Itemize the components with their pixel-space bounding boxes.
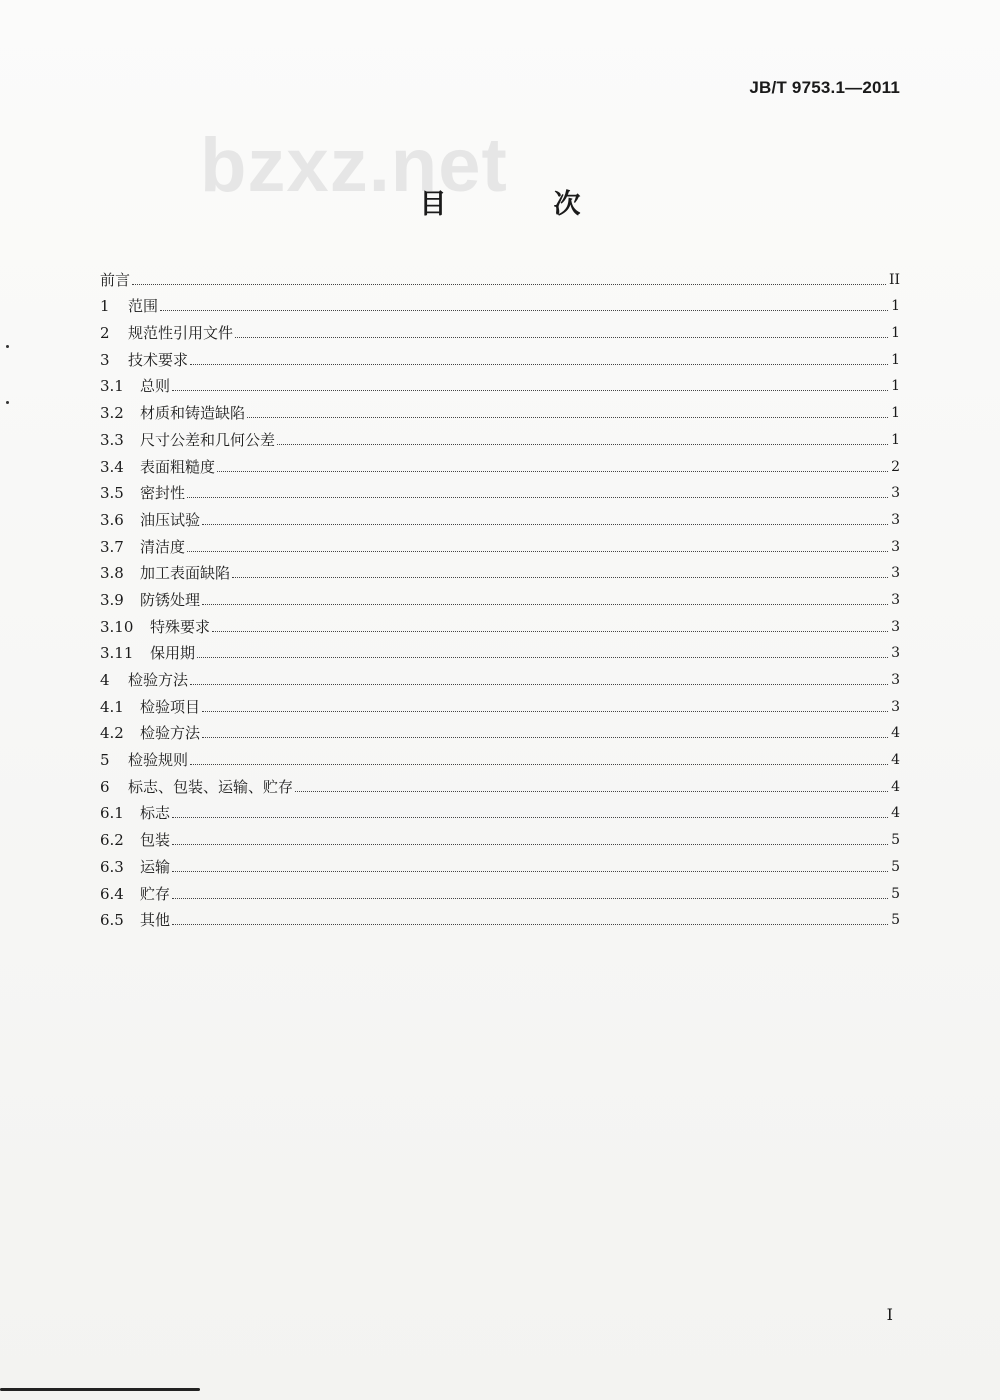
toc-dot-leader xyxy=(132,283,886,285)
toc-dot-leader xyxy=(172,816,888,818)
toc-entry-number: 6.4 xyxy=(100,884,124,903)
toc-entry-number: 3.9 xyxy=(100,590,124,609)
toc-dot-leader xyxy=(202,603,888,605)
toc-dot-leader xyxy=(202,523,888,525)
scan-edge-line xyxy=(0,1388,200,1391)
toc-entry-number: 2 xyxy=(100,324,110,343)
toc-entry-number: 3.1 xyxy=(100,377,124,396)
toc-entry[interactable] xyxy=(100,797,900,824)
toc-entry-number: 6 xyxy=(100,777,110,796)
toc-entry-title: 防锈处理 xyxy=(140,590,201,609)
toc-entry-page: 5 xyxy=(891,885,900,902)
toc-dot-leader xyxy=(172,897,888,899)
toc-entry[interactable] xyxy=(100,316,900,343)
toc-entry[interactable] xyxy=(100,370,900,397)
toc-entry-number: 4.1 xyxy=(100,697,124,716)
toc-entry-title: 特殊要求 xyxy=(150,617,211,636)
toc-dot-leader xyxy=(202,736,888,738)
toc-entry-page: 4 xyxy=(891,778,900,795)
toc-dot-leader xyxy=(172,923,888,925)
toc-dot-leader xyxy=(202,710,888,712)
toc-entry-page: II xyxy=(888,271,900,288)
toc-entry-title: 范围 xyxy=(128,297,159,316)
watermark: bzxz.net xyxy=(200,123,508,208)
toc-entry-number: 3.4 xyxy=(100,457,124,476)
toc-entry-number: 3.2 xyxy=(100,404,124,423)
toc-entry[interactable] xyxy=(100,610,900,637)
toc-entry-page: 5 xyxy=(891,858,900,875)
toc-dot-leader xyxy=(160,309,888,311)
toc-entry-number: 4.2 xyxy=(100,724,124,743)
toc-entry-title: 标志、包装、运输、贮存 xyxy=(128,777,294,796)
toc-entry[interactable] xyxy=(100,557,900,584)
toc-dot-leader xyxy=(190,363,888,365)
toc-entry[interactable] xyxy=(100,583,900,610)
toc-dot-leader xyxy=(212,630,888,632)
toc-entry-title: 表面粗糙度 xyxy=(140,457,216,476)
toc-entry-title: 尺寸公差和几何公差 xyxy=(140,430,276,449)
toc-entry-number: 3.11 xyxy=(100,644,134,663)
toc-entry-page: 5 xyxy=(891,912,900,929)
toc-entry-title: 加工表面缺陷 xyxy=(140,564,231,583)
toc-dot-leader xyxy=(187,496,888,498)
table-of-contents xyxy=(100,263,900,930)
toc-dot-leader xyxy=(235,336,888,338)
scan-speck xyxy=(6,345,9,348)
toc-entry[interactable] xyxy=(100,663,900,690)
toc-entry[interactable] xyxy=(100,717,900,744)
toc-entry-number: 6.3 xyxy=(100,857,124,876)
page-number: I xyxy=(886,1305,893,1324)
toc-entry-title: 标志 xyxy=(140,804,171,823)
toc-entry-title: 运输 xyxy=(140,857,171,876)
toc-entry-number: 3.6 xyxy=(100,510,124,529)
toc-entry-number: 1 xyxy=(100,297,110,316)
toc-entry[interactable] xyxy=(100,423,900,450)
toc-entry-title: 油压试验 xyxy=(140,510,201,529)
toc-entry-number: 6.2 xyxy=(100,831,124,850)
toc-dot-leader xyxy=(172,870,888,872)
toc-entry-page: 3 xyxy=(891,485,900,502)
toc-entry[interactable] xyxy=(100,743,900,770)
toc-entry[interactable] xyxy=(100,290,900,317)
toc-entry-title: 清洁度 xyxy=(140,537,186,556)
toc-entry[interactable] xyxy=(100,343,900,370)
toc-entry-page: 1 xyxy=(891,298,900,315)
toc-entry-title: 保用期 xyxy=(150,644,196,663)
toc-entry-title: 材质和铸造缺陷 xyxy=(140,404,246,423)
toc-entry-page: 5 xyxy=(891,832,900,849)
toc-entry[interactable] xyxy=(100,770,900,797)
toc-dot-leader xyxy=(277,443,888,445)
toc-entry[interactable] xyxy=(100,637,900,664)
toc-dot-leader xyxy=(187,550,888,552)
toc-entry[interactable] xyxy=(100,850,900,877)
toc-entry-number: 4 xyxy=(100,671,110,689)
toc-entry-number: 3.5 xyxy=(100,484,124,503)
toc-entry-title: 检验项目 xyxy=(140,697,201,716)
toc-entry-title: 技术要求 xyxy=(128,350,189,369)
toc-entry-page: 1 xyxy=(891,378,900,395)
toc-entry[interactable] xyxy=(100,450,900,477)
toc-entry[interactable] xyxy=(100,877,900,904)
toc-entry-number: 5 xyxy=(100,751,110,770)
toc-entry-number: 3.8 xyxy=(100,564,124,583)
toc-entry-title: 检验方法 xyxy=(140,724,201,743)
toc-entry-number: 3.7 xyxy=(100,537,124,556)
toc-entry-number: 3.3 xyxy=(100,430,124,449)
toc-entry-title: 密封性 xyxy=(140,484,186,503)
toc-entry[interactable] xyxy=(100,823,900,850)
standard-number: JB/T 9753.1—2011 xyxy=(749,78,900,97)
toc-entry[interactable] xyxy=(100,690,900,717)
toc-entry[interactable] xyxy=(100,477,900,504)
toc-entry-title: 其他 xyxy=(140,911,171,930)
toc-entry-page: 1 xyxy=(891,325,900,342)
toc-entry-title: 规范性引用文件 xyxy=(128,324,234,343)
toc-entry-page: 3 xyxy=(891,672,900,688)
toc-entry-title: 包装 xyxy=(140,831,171,850)
toc-entry-number: 6.1 xyxy=(100,804,124,823)
toc-entry-number: 6.5 xyxy=(100,911,124,930)
toc-dot-leader xyxy=(190,763,888,765)
toc-entry-title: 总则 xyxy=(140,377,171,396)
toc-entry-page: 1 xyxy=(891,431,900,448)
toc-dot-leader xyxy=(217,470,888,472)
toc-entry-page: 1 xyxy=(891,405,900,422)
toc-entry-title: 检验方法 xyxy=(128,671,189,689)
toc-dot-leader xyxy=(172,843,888,845)
toc-entry-page: 3 xyxy=(891,618,900,635)
toc-entry-page: 4 xyxy=(891,725,900,742)
toc-entry-page: 3 xyxy=(891,511,900,528)
toc-entry-page: 3 xyxy=(891,698,900,715)
toc-entry-page: 4 xyxy=(891,752,900,769)
toc-entry-number: 3.10 xyxy=(100,617,134,636)
toc-entry-title: 检验规则 xyxy=(128,751,189,770)
toc-entry-number: 3 xyxy=(100,350,110,369)
toc-entry-page: 3 xyxy=(891,645,900,662)
toc-entry[interactable] xyxy=(100,263,900,290)
toc-entry[interactable] xyxy=(100,503,900,530)
toc-entry-page: 4 xyxy=(891,805,900,822)
scan-speck xyxy=(6,401,9,404)
toc-entry-page: 3 xyxy=(891,591,900,608)
toc-dot-leader xyxy=(247,416,888,418)
toc-entry-page: 2 xyxy=(891,458,900,475)
toc-entry-page: 3 xyxy=(891,538,900,555)
toc-entry-title: 前言 xyxy=(100,270,131,289)
toc-dot-leader xyxy=(232,576,888,578)
toc-entry-page: 3 xyxy=(891,565,900,582)
toc-dot-leader xyxy=(197,656,888,658)
toc-dot-leader xyxy=(172,389,888,391)
toc-entry-title: 贮存 xyxy=(140,884,171,903)
toc-dot-leader xyxy=(295,790,888,792)
toc-entry[interactable] xyxy=(100,904,900,931)
toc-entry-page: 1 xyxy=(891,351,900,368)
page-title: 目 次 xyxy=(419,189,621,220)
toc-entry[interactable] xyxy=(100,396,900,423)
toc-entry[interactable] xyxy=(100,530,900,557)
toc-dot-leader xyxy=(190,683,888,685)
